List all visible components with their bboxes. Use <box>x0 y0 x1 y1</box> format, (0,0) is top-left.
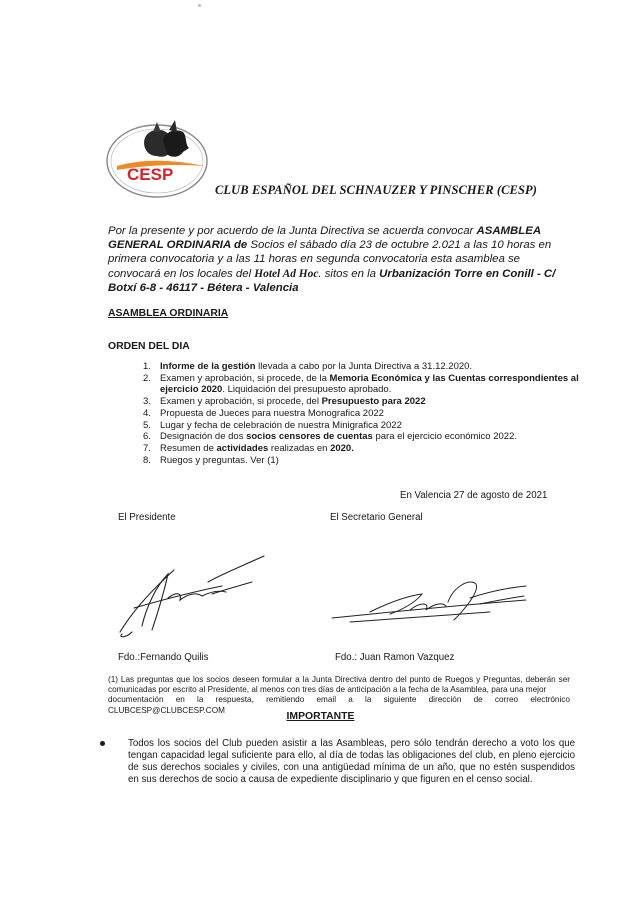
scan-mark <box>198 4 201 7</box>
importante-text: Todos los socios del Club pueden asistir a las Asambleas, pero sólo tendrán derecho a voto los que tengan capacidad legal suficiente para ello, al día de todas las obligaciones del club, en pleno ejercicio de sus derechos sociales y civiles, con una antigüedad mínima de un año, que no estén suspendidos en sus derechos de socio a causa de expediente disciplinario y que figuren en el censo social. <box>128 738 575 785</box>
secretary-label: El Secretario General <box>330 512 423 523</box>
date-line: En Valencia 27 de agosto de 2021 <box>400 490 548 501</box>
agenda-item: 3. Examen y aprobación, si procede, del Presupuesto para 2022 <box>143 396 426 408</box>
footnote-line-3: documentación en la respuesta, remitiendo email a la siguiente dirección de correo electrónico <box>108 695 570 705</box>
agenda-list <box>143 361 583 466</box>
agenda-item: 5. Lugar y fecha de celebración de nuestra Minigrafica 2022 <box>143 419 402 431</box>
president-signature <box>112 552 272 642</box>
footnote <box>108 675 570 716</box>
agenda-item: 8. Ruegos y preguntas. Ver (1) <box>143 454 279 466</box>
president-label: El Presidente <box>118 512 176 523</box>
agenda-item: 1. Informe de la gestión llevada a cabo por la Junta Directiva a 31.12.2020. <box>143 361 473 372</box>
assembly-type: ASAMBLEA GENERAL ORDINARIA <box>108 225 541 252</box>
footnote-email: CLUBCESP@CLUBCESP.COM <box>108 705 225 715</box>
agenda-item: 6. Designación de dos socios censores de cuentas para el ejercicio económico 2022. <box>143 431 517 443</box>
venue-name: Hotel Ad Hoc <box>254 267 319 280</box>
importante-title: IMPORTANTE <box>286 711 355 722</box>
secretary-signature <box>330 572 530 632</box>
agenda-item: 2. Examen y aprobación, si procede, de la Memoria Económica y las Cuentas correspondientes al ejercicio 2020. Liquidación del presupuesto aprobado. <box>143 372 579 396</box>
importante-bullet <box>100 738 575 786</box>
cesp-logo <box>105 118 215 200</box>
president-name: Fdo.:Fernando Quilis <box>118 652 209 663</box>
club-title: CLUB ESPAÑOL DEL SCHNAUZER Y PINSCHER (CESP) <box>215 183 538 197</box>
secretary-name: Fdo.: Juan Ramon Vazquez <box>335 652 455 663</box>
convocation-paragraph: Por la presente y por acuerdo de la Junta Directiva se acuerda convocar ASAMBLEA GENERAL ORDINARIA de Socios el sábado día 23 de octubre 2.021 a las 10 horas en primera convocatoria y a las 11 horas en segunda convocatoria esta asamblea se convocará en los locales del Hotel Ad Hoc. sitos en la Urbanización Torre en Conill - C/ Botxí 6-8 - 46117 - Bétera - Valencia <box>108 225 556 294</box>
agenda-item: 7. Resumen de actividades realizadas en 2020. <box>143 442 354 454</box>
venue-address: Urbanización Torre en Conill - C/ Botxí 6-8 - 46117 - Bétera - Valencia <box>108 267 556 294</box>
agenda-title: ORDEN DEL DIA <box>108 341 190 352</box>
section-title: ASAMBLEA ORDINARIA <box>108 308 229 319</box>
svg-text:CESP: CESP <box>127 165 174 184</box>
bullet-icon <box>100 741 105 746</box>
agenda-item: 4. Propuesta de Jueces para nuestra Monografica 2022 <box>143 407 384 419</box>
footnote-text: (1) Las preguntas que los socios deseen formular a la Junta Directiva dentro del punto de Ruegos y Preguntas, deberán ser comunicadas por escrito al Presidente, al menos con tres días de anticipación a la fecha de la Asamblea, para una mejor <box>108 675 570 695</box>
